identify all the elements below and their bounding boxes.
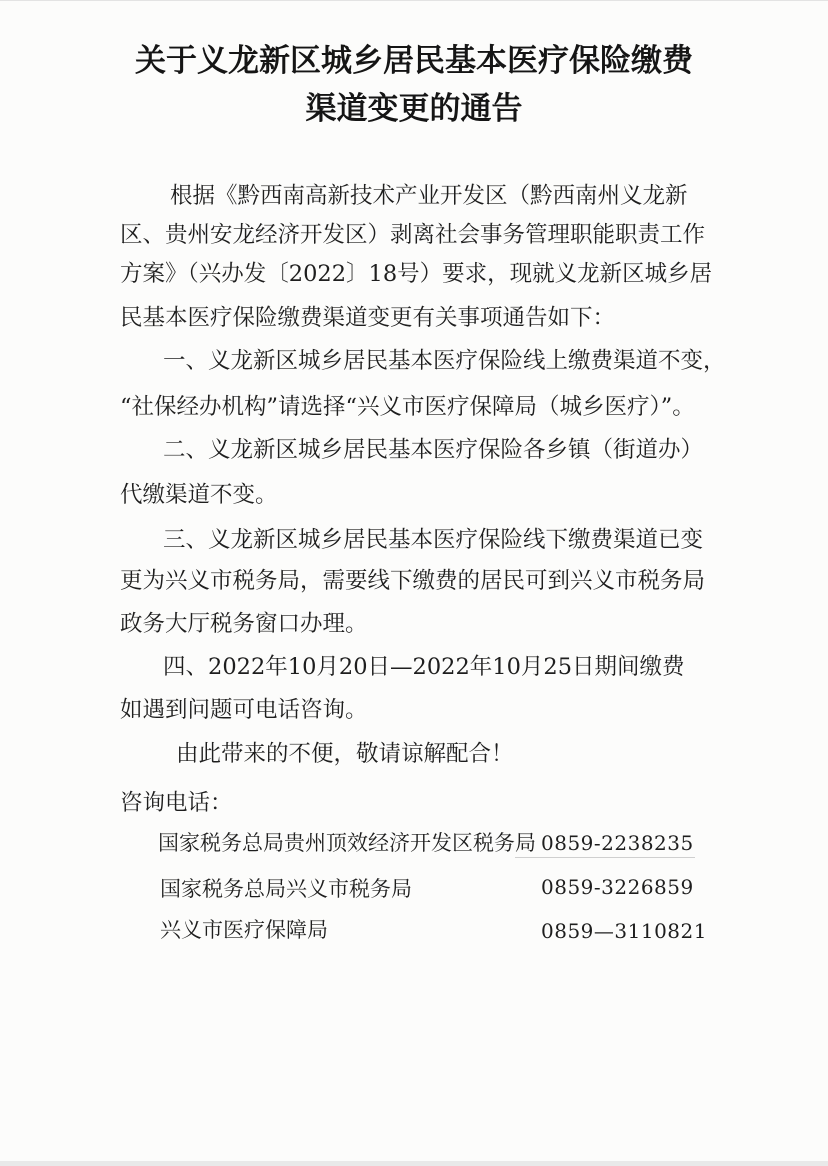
contact-phone: 0859—3110821 bbox=[541, 919, 707, 943]
contact-name: 兴义市医疗保障局 bbox=[160, 918, 328, 942]
apology-line: 由此带来的不便，敬请谅解配合！ bbox=[176, 741, 514, 767]
separator-line bbox=[515, 857, 695, 858]
body-line: 民基本医疗保险缴费渠道变更有关事项通告如下： bbox=[120, 305, 616, 331]
body-line: 区、贵州安龙经济开发区）剥离社会事务管理职能职责工作 bbox=[120, 222, 706, 248]
contact-name: 国家税务总局贵州顶效经济开发区税务局 bbox=[158, 831, 536, 855]
contact-label: 咨询电话： bbox=[120, 790, 233, 816]
item-3-line-3: 政务大厅税务窗口办理。 bbox=[120, 611, 368, 637]
notice-title-line-2: 渠道变更的通告 bbox=[305, 91, 523, 127]
item-2-line-2: 代缴渠道不变。 bbox=[120, 482, 278, 508]
contact-name: 国家税务总局兴义市税务局 bbox=[160, 877, 412, 901]
item-1-line-2: “社保经办机构”请选择“兴义市医疗保障局（城乡医疗）”。 bbox=[120, 394, 695, 420]
item-2-line-1: 二、义龙新区城乡居民基本医疗保险各乡镇（街道办） bbox=[163, 437, 704, 463]
item-4-line-1: 四、2022年10月20日—2022年10月25日期间缴费 bbox=[163, 654, 685, 680]
item-4-line-2: 如遇到问题可电话咨询。 bbox=[120, 697, 368, 723]
notice-title-line-1: 关于义龙新区城乡居民基本医疗保险缴费 bbox=[135, 43, 693, 79]
item-1-line-1: 一、义龙新区城乡居民基本医疗保险线上缴费渠道不变， bbox=[163, 348, 726, 374]
item-3-line-2: 更为兴义市税务局，需要线下缴费的居民可到兴义市税务局 bbox=[120, 568, 706, 594]
item-3-line-1: 三、义龙新区城乡居民基本医疗保险线下缴费渠道已变 bbox=[163, 527, 704, 553]
body-line: 根据《黔西南高新技术产业开发区（黔西南州义龙新 bbox=[170, 183, 688, 209]
page-bottom-edge bbox=[0, 1161, 828, 1166]
contact-phone: 0859-2238235 bbox=[541, 831, 694, 855]
body-line: 方案》（兴办发〔2022〕18号）要求，现就义龙新区城乡居 bbox=[120, 261, 713, 287]
contact-phone: 0859-3226859 bbox=[541, 875, 694, 899]
